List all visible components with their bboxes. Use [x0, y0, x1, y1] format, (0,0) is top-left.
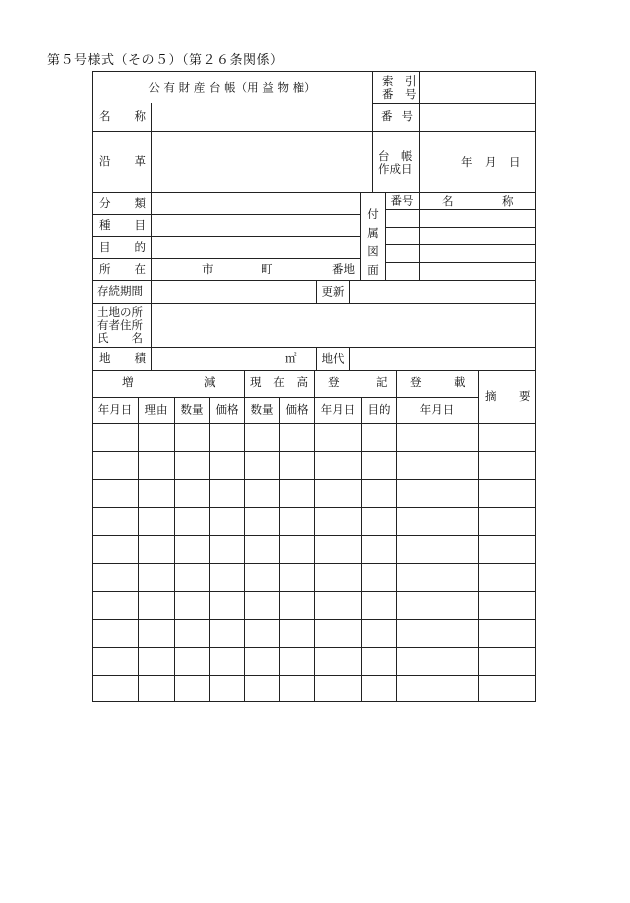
location-label-char2: 在 [134, 262, 146, 276]
area-label-char2: 積 [134, 351, 146, 365]
history-label [99, 156, 146, 168]
created-day-label: 日 [509, 155, 521, 169]
number-label-char1: 番 [381, 109, 393, 123]
col-date: 年月日 [97, 402, 133, 417]
form-number-title: 第５号様式（その５）（第２６条関係） [47, 53, 284, 68]
current-char2: 在 [273, 375, 285, 389]
increase-decrease-header-char1: 増 [122, 375, 134, 389]
current-char1: 現 [250, 375, 262, 389]
registration-header-char1: 登 [328, 375, 340, 389]
lot-number-label: 番地 [332, 262, 355, 276]
attached-name-header-char2: 称 [502, 194, 514, 208]
attached-number-header: 番号 [390, 193, 414, 208]
attached-char3: 図 [367, 244, 379, 258]
name-label-char1: 名 [99, 109, 111, 123]
attached-char1: 付 [367, 207, 379, 221]
col-price: 価格 [215, 402, 239, 417]
remarks-header-char2: 要 [519, 389, 531, 403]
area-label-char1: 地 [99, 351, 111, 365]
purpose-label-char2: 的 [134, 240, 146, 254]
category-label-char1: 分 [99, 196, 111, 210]
landowner-label-line2: 有者住所 [97, 318, 143, 332]
location-label-char1: 所 [99, 262, 111, 276]
col-quantity: 数量 [180, 402, 204, 417]
category-label [99, 198, 146, 210]
purpose-label-char1: 目 [99, 240, 111, 254]
attached-char2: 属 [367, 225, 379, 240]
area-unit: ㎡ [285, 351, 297, 365]
remarks-header-char1: 摘 [485, 389, 497, 403]
area-label [99, 353, 146, 365]
landowner-label-line1: 土地の所 [97, 305, 143, 319]
attached-char4: 面 [367, 262, 379, 277]
attached-drawings-label [366, 205, 380, 279]
name-label-char2: 称 [134, 109, 146, 123]
entry-header-char1: 登 [410, 375, 422, 389]
ground-rent-label: 地代 [321, 351, 345, 366]
number-label [381, 111, 413, 123]
created-year-label: 年 [461, 155, 473, 169]
index-number-label-line2: 番 号 [382, 87, 417, 101]
ledger-created-label [378, 150, 413, 176]
renewal-label: 更新 [321, 284, 345, 299]
category-label-char2: 類 [134, 196, 146, 210]
registration-header-char2: 記 [376, 375, 388, 389]
duration-label: 存続期間 [97, 284, 143, 298]
town-label: 町 [261, 262, 273, 276]
col-current-quantity: 数量 [250, 402, 274, 417]
ledger-title: 公 有 財 産 台 帳（用 益 物 権） [148, 80, 316, 95]
history-label-char2: 革 [134, 154, 146, 168]
created-month-label: 月 [485, 155, 497, 169]
increase-decrease-header-char2: 減 [204, 375, 216, 389]
current-char3: 高 [296, 375, 308, 389]
ledger-created-label-line2: 作成日 [378, 162, 413, 176]
attached-name-header-char1: 名 [442, 194, 454, 208]
index-number-label-line1: 索 引 [382, 74, 417, 88]
index-number-label [382, 75, 417, 101]
col-reason: 理由 [144, 402, 168, 417]
landowner-label [97, 306, 143, 345]
location-label [99, 264, 146, 276]
number-label-char2: 号 [401, 109, 413, 123]
ledger-created-label-line1: 台 帳 [378, 149, 413, 163]
kind-label-char2: 目 [134, 218, 146, 232]
col-current-price: 価格 [285, 402, 309, 417]
entry-header-char2: 載 [454, 375, 466, 389]
kind-label [99, 220, 146, 232]
col-registration-purpose: 目的 [367, 402, 391, 417]
col-entry-date: 年月日 [419, 402, 455, 417]
name-label [99, 111, 146, 123]
purpose-label [99, 242, 146, 254]
history-label-char1: 沿 [99, 154, 111, 168]
asset-ledger-form [92, 71, 536, 702]
current-amount-header [250, 377, 308, 389]
kind-label-char1: 種 [99, 218, 111, 232]
city-label: 市 [202, 262, 214, 276]
col-registration-date: 年月日 [320, 402, 356, 417]
landowner-label-line3: 氏 名 [97, 331, 143, 345]
